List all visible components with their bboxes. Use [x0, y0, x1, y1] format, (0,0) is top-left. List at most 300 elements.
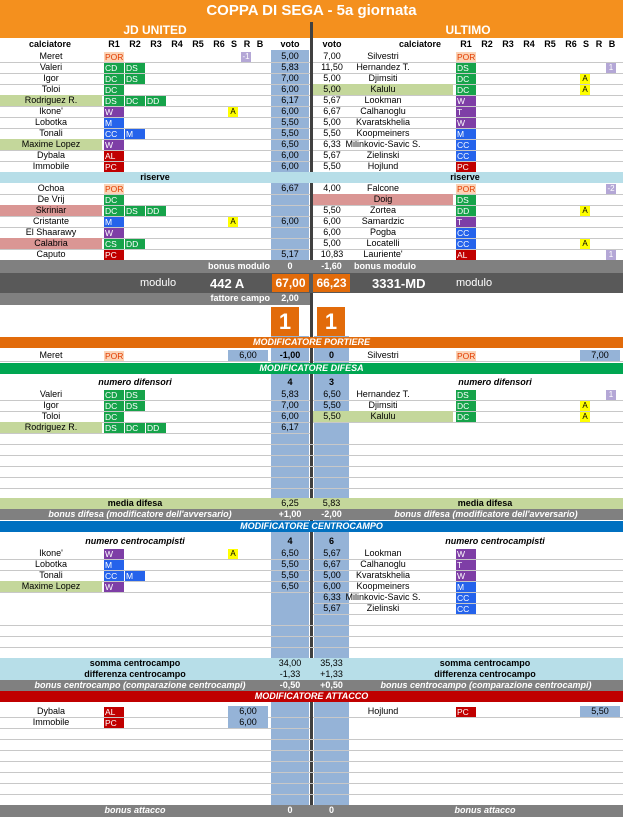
difesa-home-player-name: Rodriguez R. — [0, 422, 102, 433]
home-starter-mark-bonus: -1 — [242, 51, 250, 61]
home-starter-role-dc: DC — [125, 96, 145, 106]
home-reserve-vote: 6,00 — [281, 216, 299, 226]
away-starter-vote: 5,00 — [323, 73, 341, 83]
attacco-band: MODIFICATORE ATTACCO — [0, 691, 623, 702]
home-reserves-label: riserve — [140, 172, 170, 182]
home-starter-vote: 6,50 — [281, 139, 299, 149]
difesa-away-role-dc: DC — [456, 401, 476, 411]
portiere-home-vote: 6,00 — [228, 350, 268, 361]
portiere-home-role-por: POR — [105, 350, 124, 361]
away-reserve-vote: 10,83 — [320, 249, 344, 259]
difesa-empty-gridline — [0, 444, 623, 445]
bonus-modulo-bar — [0, 260, 623, 273]
home-starter-vote: 5,00 — [281, 51, 299, 61]
home-header-player: calciatore — [0, 38, 100, 50]
att-empty-gridline — [0, 739, 623, 740]
away-starter-player-name: Zielinski — [366, 150, 400, 160]
home-starter-role-w: W — [104, 140, 124, 150]
home-reserve-player-name: Ochoa — [37, 183, 65, 193]
away-starter-role-w: W — [456, 118, 476, 128]
home-reserve-vote: 5,17 — [281, 249, 299, 259]
home-reserve-vote — [272, 194, 308, 205]
fattore-campo-label: fattore campo — [210, 293, 270, 303]
bonus-difesa-away: -2,00 — [321, 509, 342, 519]
away-starter-player-name: Lookman — [364, 95, 402, 105]
att-empty-gridline — [0, 772, 623, 773]
home-starter-player-name: Toloi — [41, 84, 61, 94]
away-starter-role-cc: CC — [456, 151, 476, 161]
difesa-away-mark-ammonito: A — [580, 401, 590, 411]
away-header-r5: R5 — [540, 38, 560, 50]
home-cc-count-label: numero centrocampisti — [85, 536, 185, 546]
centrocampo-band: MODIFICATORE CENTROCAMPO — [0, 521, 623, 532]
home-header-r6: R6 — [209, 38, 229, 50]
home-starter-role-ds: DS — [104, 96, 124, 106]
away-starter-mark-bonus: 1 — [606, 63, 616, 73]
media-difesa-away: 5,83 — [322, 498, 341, 508]
away-reserve-player-name: Falcone — [366, 183, 400, 193]
home-reserve-vote: 6,67 — [281, 183, 299, 193]
away-reserve-vote — [314, 194, 350, 205]
bonus-att-home: 0 — [287, 805, 293, 815]
away-starter-vote: 5,00 — [323, 84, 341, 94]
cc-away-vote: 6,00 — [323, 581, 341, 591]
difesa-home-role-cd: CD — [104, 390, 124, 400]
home-reserve-role-dd: DD — [146, 206, 166, 216]
bonus-cc-label-home: bonus centrocampo (comparazione centrocampi) — [34, 680, 246, 690]
away-starter-role-dc: DC — [456, 74, 476, 84]
away-reserves-label: riserve — [450, 172, 480, 182]
home-header-r2: R2 — [125, 38, 145, 50]
cc-home-mark-ammonito: A — [228, 549, 238, 559]
away-starter-player-name: Silvestri — [367, 51, 399, 61]
difesa-away-player-name: Hernandez T. — [356, 389, 410, 399]
away-header-r1: R1 — [456, 38, 476, 50]
home-starter-vote: 6,17 — [281, 95, 299, 105]
away-starter-role-m: M — [456, 129, 476, 139]
difesa-home-role-dc: DC — [104, 412, 124, 422]
cc-away-role-cc: CC — [456, 593, 476, 603]
portiere-home-mod: -1,00 — [279, 350, 301, 360]
away-reserve-vote: 4,00 — [323, 183, 341, 193]
cc-away-role-w: W — [456, 549, 476, 559]
home-starter-player-name: Valeri — [39, 62, 63, 72]
bonus-difesa-label-away: bonus difesa (modificatore dell'avversario) — [394, 509, 578, 519]
away-starter-vote: 5,50 — [323, 161, 341, 171]
home-starter-player-name: Igor — [43, 73, 59, 83]
home-header-b: B — [254, 38, 266, 50]
away-reserve-player-name: Lauriente' — [363, 249, 403, 259]
cc-home-vote: 6,50 — [281, 581, 299, 591]
away-reserve-mark-ammonito: A — [580, 206, 590, 216]
att-away-role-pc: PC — [456, 707, 476, 717]
away-starter-player-name: Kvaratskhelia — [355, 117, 411, 127]
somma-cc-label-away: somma centrocampo — [439, 658, 531, 668]
difesa-away-player-name: Djimsiti — [368, 400, 398, 410]
home-starter-vote: 5,50 — [281, 128, 299, 138]
away-reserve-role-cc: CC — [456, 228, 476, 238]
bonus-modulo-label-home: bonus modulo — [208, 261, 270, 271]
att-home-gridline — [0, 728, 310, 729]
difesa-away-vote: 5,50 — [323, 411, 341, 421]
home-starter-role-por: POR — [105, 51, 124, 62]
att-home-vote: 6,00 — [228, 706, 268, 717]
away-header-r: R — [593, 38, 605, 50]
cc-away-role-cc: CC — [456, 604, 476, 614]
difesa-home-player-name: Igor — [43, 400, 59, 410]
cc-empty-gridline — [0, 636, 623, 637]
difesa-away-vote: 6,50 — [323, 389, 341, 399]
away-difesa-count-label: numero difensori — [458, 377, 532, 387]
away-starter-player-name: Koopmeiners — [356, 128, 410, 138]
away-reserve-mark-bonus: 1 — [606, 250, 616, 260]
home-starter-vote: 5,83 — [281, 62, 299, 72]
att-empty-gridline — [0, 750, 623, 751]
away-difesa-count: 3 — [328, 377, 334, 387]
difesa-home-gridline — [0, 433, 310, 434]
bonus-modulo-label-away: bonus modulo — [354, 261, 416, 271]
reserves-bar — [0, 172, 623, 183]
home-starter-player-name: Tonali — [39, 128, 63, 138]
modulo-label-home: modulo — [140, 277, 177, 289]
home-reserve-mark-ammonito: A — [228, 217, 238, 227]
difesa-home-role-ds: DS — [125, 390, 145, 400]
cc-away-player-name: Zielinski — [366, 603, 400, 613]
home-reserve-role-dd: DD — [125, 239, 145, 249]
away-starter-vote: 5,67 — [323, 150, 341, 160]
difesa-away-role-dc: DC — [456, 412, 476, 422]
away-cc-count-label: numero centrocampisti — [445, 536, 545, 546]
media-difesa-home: 6,25 — [281, 498, 299, 508]
away-header-r4: R4 — [519, 38, 539, 50]
away-starter-mark-ammonito: A — [580, 85, 590, 95]
difesa-home-vote: 7,00 — [281, 400, 299, 410]
home-starter-role-w: W — [104, 107, 124, 117]
home-starter-role-m: M — [104, 118, 124, 128]
home-reserve-role-dc: DC — [104, 206, 124, 216]
cc-away-vote: 6,67 — [323, 559, 341, 569]
home-starter-role-m: M — [125, 129, 145, 139]
cc-away-vote: 6,33 — [323, 592, 341, 602]
away-reserve-player-name: Doig — [313, 194, 453, 205]
portiere-away-role-por: POR — [457, 350, 476, 361]
diff-cc-label-away: differenza centrocampo — [434, 669, 536, 679]
home-reserve-vote — [272, 205, 308, 216]
portiere-away-vote: 7,00 — [580, 350, 620, 361]
home-difesa-count-label: numero difensori — [98, 377, 172, 387]
att-empty-gridline — [0, 794, 623, 795]
cc-away-vote: 5,67 — [323, 548, 341, 558]
bonus-modulo-home: 0 — [287, 261, 293, 271]
away-reserve-role-t: T — [456, 217, 476, 227]
att-empty-gridline — [0, 783, 623, 784]
home-reserve-role-ds: DS — [125, 206, 145, 216]
away-reserve-player-name: Samardzic — [361, 216, 405, 226]
home-starter-role-dd: DD — [146, 96, 166, 106]
away-starter-role-t: T — [456, 107, 476, 117]
away-starter-mark-ammonito: A — [580, 74, 590, 84]
home-team-name: JD UNITED — [0, 22, 310, 38]
modulo-bar — [0, 273, 623, 293]
away-reserve-role-ds: DS — [456, 195, 476, 205]
difesa-empty-gridline — [0, 455, 623, 456]
home-starter-role-ds: DS — [125, 63, 145, 73]
cc-empty-gridline — [0, 647, 623, 648]
difesa-home-role-ds: DS — [125, 401, 145, 411]
difesa-away-mark-ammonito: A — [580, 412, 590, 422]
difesa-away-mark-bonus: 1 — [606, 390, 616, 400]
diff-cc-label-home: differenza centrocampo — [84, 669, 186, 679]
difesa-home-player-name: Toloi — [41, 411, 61, 421]
home-starter-player-name: Lobotka — [34, 117, 68, 127]
difesa-home-vote: 6,17 — [281, 422, 299, 432]
away-header-b: B — [606, 38, 618, 50]
away-starter-role-pc: PC — [456, 162, 476, 172]
cc-home-player-name: Maxime Lopez — [0, 581, 102, 592]
away-starter-player-name: Hernandez T. — [356, 62, 410, 72]
cc-away-player-name: Kvaratskhelia — [355, 570, 411, 580]
difesa-home-vote: 5,83 — [281, 389, 299, 399]
away-reserve-vote: 5,50 — [323, 205, 341, 215]
cc-away-player-name: Koopmeiners — [356, 581, 410, 591]
cc-home-role-w: W — [104, 549, 124, 559]
home-reserve-vote — [272, 227, 308, 238]
home-starter-role-cc: CC — [104, 129, 124, 139]
att-away-gridline — [313, 717, 623, 718]
difesa-home-vote: 6,00 — [281, 411, 299, 421]
portiere-home-gridline — [0, 361, 310, 362]
home-starter-player-name: Immobile — [32, 161, 70, 171]
home-starter-vote: 6,00 — [281, 84, 299, 94]
cc-away-vote: 5,00 — [323, 570, 341, 580]
away-starter-player-name: Kalulu — [313, 84, 453, 95]
bonus-difesa-label-home: bonus difesa (modificatore dell'avversario) — [48, 509, 232, 519]
away-reserve-role-al: AL — [456, 250, 476, 260]
away-starter-player-name: Djimsiti — [368, 73, 398, 83]
portieri-band: MODIFICATORE PORTIERE — [0, 337, 623, 348]
home-reserve-role-cs: CS — [104, 239, 124, 249]
att-home-player-name: Immobile — [32, 717, 70, 727]
cc-away-player-name: Calhanoglu — [360, 559, 406, 569]
cc-away-role-t: T — [456, 560, 476, 570]
cc-home-role-cc: CC — [104, 571, 124, 581]
media-difesa-label-away: media difesa — [457, 498, 513, 508]
home-score: 1 — [271, 307, 299, 336]
away-starter-role-cc: CC — [456, 140, 476, 150]
home-reserve-role-m: M — [104, 217, 124, 227]
away-header-r6: R6 — [561, 38, 581, 50]
away-reserve-vote: 5,00 — [323, 238, 341, 248]
away-header-vote: voto — [314, 38, 350, 50]
away-starter-vote: 5,50 — [323, 128, 341, 138]
home-formation: 442 A — [210, 276, 245, 291]
away-reserve-mark-bonus: -2 — [607, 183, 615, 193]
away-starter-vote: 5,00 — [323, 117, 341, 127]
difesa-empty-gridline — [0, 466, 623, 467]
media-difesa-label-home: media difesa — [107, 498, 163, 508]
away-starter-vote: 6,67 — [323, 106, 341, 116]
cc-away-player-name: Milinkovic-Savic S. — [345, 592, 421, 602]
home-header-r1: R1 — [104, 38, 124, 50]
away-team-name: ULTIMO — [313, 22, 623, 38]
away-reserve-role-por: POR — [457, 183, 476, 194]
home-starter-player-name: Meret — [39, 51, 63, 61]
cc-home-role-m: M — [125, 571, 145, 581]
away-reserve-role-dd: DD — [456, 206, 476, 216]
difesa-home-role-dc: DC — [125, 423, 145, 433]
att-empty-gridline — [0, 761, 623, 762]
att-home-vote: 6,00 — [228, 717, 268, 728]
difesa-away-player-name: Kalulu — [313, 411, 453, 422]
home-reserve-vote — [272, 238, 308, 249]
cc-home-role-m: M — [104, 560, 124, 570]
away-starter-player-name: Calhanoglu — [360, 106, 406, 116]
difesa-home-player-name: Valeri — [39, 389, 63, 399]
home-starter-player-name: Ikone' — [39, 106, 63, 116]
cc-home-player-name: Ikone' — [39, 548, 63, 558]
away-total: 66,23 — [313, 274, 350, 292]
home-total: 67,00 — [272, 274, 309, 292]
away-starter-role-w: W — [456, 96, 476, 106]
away-starter-player-name: Milinkovic-Savic S. — [345, 139, 421, 149]
difesa-home-role-dd: DD — [146, 423, 166, 433]
portiere-away-gridline — [313, 361, 623, 362]
cc-away-vote: 5,67 — [323, 603, 341, 613]
home-starter-role-cd: CD — [104, 63, 124, 73]
home-reserve-player-name: Caputo — [36, 249, 66, 259]
home-reserve-player-name: Cristante — [32, 216, 69, 226]
away-score: 1 — [317, 307, 345, 336]
bonus-modulo-away: -1,60 — [321, 261, 342, 271]
att-home-role-pc: PC — [104, 718, 124, 728]
cc-empty-gridline — [0, 625, 623, 626]
difesa-empty-gridline — [0, 488, 623, 489]
home-starter-role-al: AL — [104, 151, 124, 161]
cc-home-gridline — [0, 592, 310, 593]
home-starter-vote: 5,50 — [281, 117, 299, 127]
away-starter-vote: 5,67 — [323, 95, 341, 105]
difesa-away-vote: 5,50 — [323, 400, 341, 410]
home-starter-vote: 6,00 — [281, 150, 299, 160]
bonus-att-away: 0 — [328, 805, 334, 815]
home-header-s: S — [228, 38, 240, 50]
away-starter-vote: 7,00 — [323, 51, 341, 61]
cc-home-player-name: Lobotka — [34, 559, 68, 569]
difesa-away-role-ds: DS — [456, 390, 476, 400]
difesa-empty-gridline — [0, 477, 623, 478]
home-reserve-player-name: Calabria — [0, 238, 102, 249]
home-reserve-player-name: El Shaarawy — [25, 227, 77, 237]
diff-cc-home: -1,33 — [279, 669, 301, 679]
bonus-att-label-away: bonus attacco — [454, 805, 516, 815]
home-starter-role-dc: DC — [104, 74, 124, 84]
cc-away-player-name: Lookman — [364, 548, 402, 558]
difesa-band: MODIFICATORE DIFESA — [0, 363, 623, 374]
cc-home-vote: 5,50 — [281, 559, 299, 569]
home-header-r5: R5 — [188, 38, 208, 50]
away-starter-vote: 6,33 — [323, 139, 341, 149]
home-header-vote: voto — [272, 38, 308, 50]
somma-cc-home: 34,00 — [278, 658, 302, 668]
home-header-r3: R3 — [146, 38, 166, 50]
difesa-home-role-dc: DC — [104, 401, 124, 411]
bonus-cc-home: -0,50 — [279, 680, 301, 690]
away-header-r3: R3 — [498, 38, 518, 50]
home-reserve-role-pc: PC — [104, 250, 124, 260]
home-starter-role-ds: DS — [125, 74, 145, 84]
att-away-vote: 5,50 — [580, 706, 620, 717]
away-reserve-mark-ammonito: A — [580, 239, 590, 249]
portiere-home-player-name: Meret — [39, 350, 63, 360]
away-header-s: S — [580, 38, 592, 50]
home-starter-player-name: Dybala — [36, 150, 65, 160]
home-reserve-role-dc: DC — [104, 195, 124, 205]
diff-cc-away: +1,33 — [320, 669, 343, 679]
home-reserve-player-name: Skriniar — [0, 205, 102, 216]
att-away-player-name: Hojlund — [367, 706, 399, 716]
home-starter-role-pc: PC — [104, 162, 124, 172]
away-reserve-vote: 6,00 — [323, 227, 341, 237]
home-starter-vote: 7,00 — [281, 73, 299, 83]
cc-away-role-w: W — [456, 571, 476, 581]
home-reserve-player-name: De Vrij — [37, 194, 65, 204]
away-reserve-role-cc: CC — [456, 239, 476, 249]
away-starter-player-name: Hojlund — [367, 161, 399, 171]
home-cc-count: 4 — [287, 536, 293, 546]
somma-cc-away: 35,33 — [320, 658, 343, 668]
fattore-campo-value: 2,00 — [281, 293, 299, 303]
home-starter-player-name: Rodriguez R. — [0, 95, 102, 106]
difesa-away-gridline — [313, 422, 623, 423]
home-starter-vote: 6,00 — [281, 161, 299, 171]
cc-away-role-m: M — [456, 582, 476, 592]
away-starter-role-ds: DS — [456, 63, 476, 73]
away-header-r2: R2 — [477, 38, 497, 50]
home-header-r: R — [241, 38, 253, 50]
away-cc-count: 6 — [328, 536, 334, 546]
home-difesa-count: 4 — [287, 377, 293, 387]
difesa-home-role-ds: DS — [104, 423, 124, 433]
portiere-away-mod: 0 — [328, 350, 334, 360]
away-header-player: calciatore — [365, 38, 475, 50]
home-header-r4: R4 — [167, 38, 187, 50]
att-home-role-al: AL — [104, 707, 124, 717]
away-reserve-player-name: Zortea — [369, 205, 396, 215]
modulo-label-away: modulo — [456, 277, 493, 289]
home-starter-player-name: Maxime Lopez — [0, 139, 102, 150]
bonus-att-label-home: bonus attacco — [104, 805, 166, 815]
away-starter-role-por: POR — [457, 51, 476, 62]
att-home-player-name: Dybala — [36, 706, 65, 716]
bonus-cc-label-away: bonus centrocampo (comparazione centrocampi) — [380, 680, 592, 690]
away-reserve-player-name: Locatelli — [366, 238, 400, 248]
cc-home-vote: 6,50 — [281, 548, 299, 558]
away-starter-role-dc: DC — [456, 85, 476, 95]
cc-home-player-name: Tonali — [39, 570, 63, 580]
home-starter-role-dc: DC — [104, 85, 124, 95]
away-reserve-vote: 6,00 — [323, 216, 341, 226]
home-reserve-role-por: POR — [105, 183, 124, 194]
home-starter-vote: 6,00 — [281, 106, 299, 116]
cc-home-vote: 5,50 — [281, 570, 299, 580]
somma-cc-label-home: somma centrocampo — [89, 658, 181, 668]
cc-away-gridline — [313, 614, 623, 615]
away-formation: 3331-MD — [372, 276, 426, 291]
page-title: COPPA DI SEGA - 5a giornata — [0, 0, 623, 22]
away-starter-vote: 11,50 — [321, 62, 343, 72]
home-starter-mark-ammonito: A — [228, 107, 238, 117]
away-reserve-player-name: Pogba — [369, 227, 397, 237]
